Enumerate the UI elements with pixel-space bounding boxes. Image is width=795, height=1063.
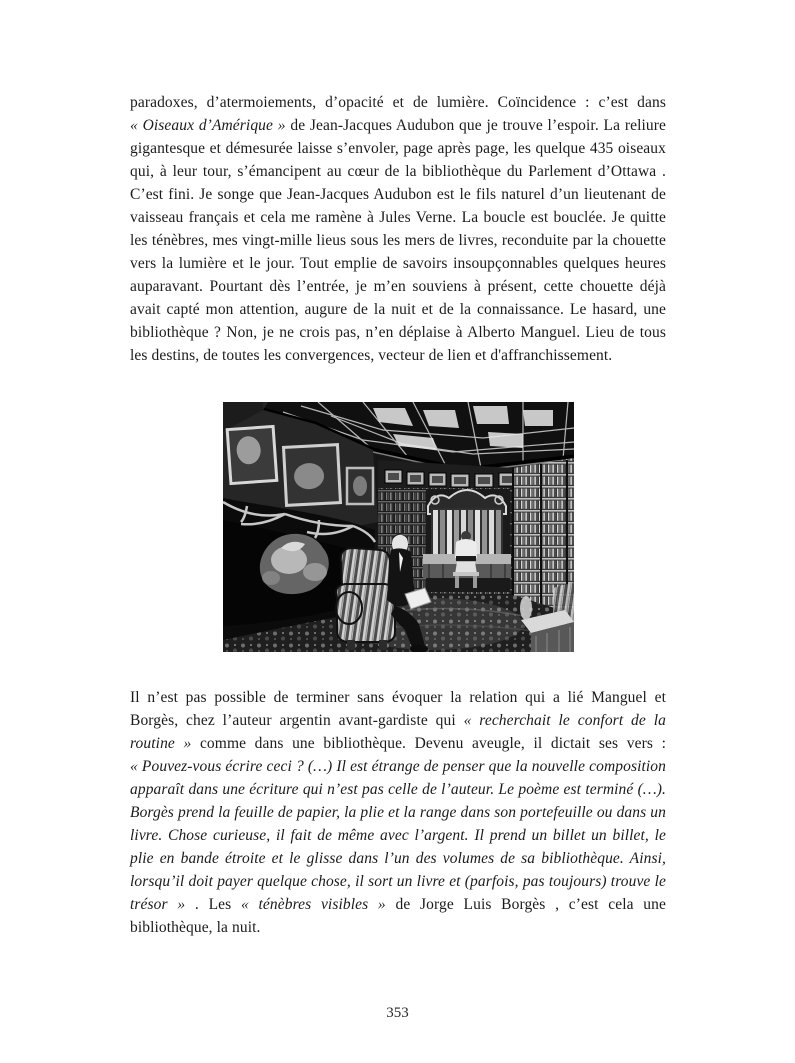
- striped-armchair: [336, 548, 395, 650]
- library-illustration: [223, 402, 574, 652]
- library-illustration-svg: [223, 402, 574, 652]
- pipe-organ: [423, 490, 511, 588]
- paragraph-1: paradoxes, d’atermoiements, d’opacité et de lumière. Coïncidence : c’est dans « Oiseaux d’Amérique » de Jean-Jacques Audubon que je trouve l’espoir. La reliure gigantesque et démesurée laisse s’envoler, page après page, les quelque 435 oiseaux qui, à leur tour, s’émancipent au cœur de la bibliothèque du Parlement d’Ottawa . C’est fini. Je songe que Jean-Jacques Audubon est le fils naturel d’un lieutenant de vaisseau français et cela me ramène à Jules Verne. La boucle est bouclée. Je quitte les ténèbres, mes vingt-mille lieus sous les mers de livres, reconduite par la chouette vers la lumière et le jour. Tout emplie de savoirs insoupçonnables quelques heures auparavant. Pourtant dès l’entrée, je m’en souviens à présent, cette chouette déjà avait capté mon attention, augure de la nuit et de la connaissance. Le hasard, une bibliothèque ? Non, je ne crois pas, n’en déplaise à Alberto Manguel. Lieu de tous les destins, de toutes les convergences, vecteur de lien et d'affranchissement.: [130, 94, 666, 364]
- page-number: 353: [386, 1005, 409, 1021]
- paragraph-2: Il n’est pas possible de terminer sans évoquer la relation qui a lié Manguel et Borgès, chez l’auteur argentin avant-gardiste qui « recherchait le confort de la routine » comme dans une bibliothèque. Devenu aveugle, il dictait ses vers : « Pouvez-vous écrire ceci ? (…) Il est étrange de penser que la nouvelle composition apparaît dans une écriture qui n’est pas celle de l’auteur. Le poème est terminé (…). Borgès prend la feuille de papier, la plie et la range dans son portefeuille ou dans un livre. Chose curieuse, il fait de même avec l’argent. Il prend un billet un billet, le plie en bande étroite et le glisse dans l’un des volumes de sa bibliothèque. Ainsi, lorsqu’il doit payer quelque chose, il sort un livre et (parfois, pas toujours) trouve le trésor » . Les « ténèbres visibles » de Jorge Luis Borgès , c’est cela une bibliothèque, la nuit.: [130, 689, 666, 936]
